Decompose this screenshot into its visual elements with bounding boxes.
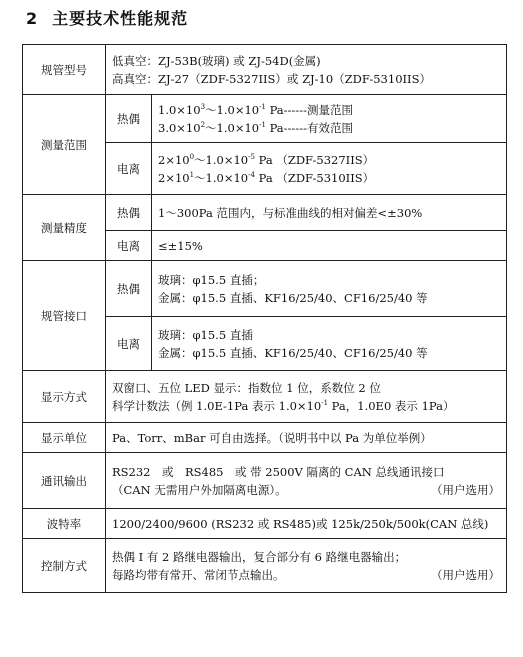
comm-line-2: （CAN 无需用户外加隔离电源）。 （用户选用） [112,482,500,497]
value-model [106,45,507,95]
label-baud: 波特率 [23,509,106,539]
sublabel-accuracy-thermocouple: 热偶 [106,195,152,231]
value-display-unit: Pa、Torr、mBar 可自由选择。（说明书中以 Pa 为单位举例） [106,423,507,453]
row-range-thermocouple [23,95,507,143]
sublabel-range-thermocouple: 热偶 [106,95,152,143]
row-comm [23,453,507,509]
display-mode-line-2: 科学计数法（例 1.0E-1Pa 表示 $1.0\times 10^{-1}$ Pa，1.0E0 表示 1Pa） [112,398,455,413]
interface-thermo-glass: 玻璃：φ15.5 直插； [158,272,265,287]
control-line-1: 热偶 I 有 2 路继电器输出，复合部分有 6 路继电器输出； [112,549,407,564]
row-model [23,45,507,95]
control-optional-note: （用户选用） [431,567,500,582]
display-mode-line-1: 双窗口、五位 LED 显示：指数位 1 位，系数位 2 位 [112,380,381,395]
model-line-high: 高真空：ZJ-27（ZDF-5327IIS）或 ZJ-10（ZDF-5310IIS） [112,71,431,86]
label-display-unit: 显示单位 [23,423,106,453]
label-control: 控制方式 [23,539,106,593]
comm-optional-note: （用户选用） [431,482,500,497]
interface-ion-glass: 玻璃：φ15.5 直插 [158,327,253,342]
value-accuracy-thermocouple: 1～300Pa 范围内，与标准曲线的相对偏差<±30% [152,195,507,231]
range-thermo-line-1: $1.0\times 10^3\sim 1.0\times 10^{-1}$ Pa------测量范围 [158,102,353,117]
row-baud [23,509,507,539]
label-interface: 规管接口 [23,261,106,371]
range-ion-line-1: $2\times 10^0\sim 1.0\times 10^{-5}$ Pa （ZDF-5327IIS） [158,152,375,167]
value-range-ionization [152,143,507,195]
value-display-mode [106,371,507,423]
range-thermo-line-2: $3.0\times 10^2\sim 1.0\times 10^{-1}$ Pa------有效范围 [158,120,353,135]
sublabel-interface-thermocouple: 热偶 [106,261,152,317]
row-interface-thermocouple [23,261,507,317]
row-control [23,539,507,593]
row-display-mode [23,371,507,423]
value-baud: 1200/2400/9600 (RS232 或 RS485)或 125k/250k/500k(CAN 总线) [106,509,507,539]
section-number: 2 [26,9,39,28]
value-interface-ionization [152,317,507,371]
section-title: 主要技术性能规范 [52,9,189,28]
label-range: 测量范围 [23,95,106,195]
value-comm [106,453,507,509]
range-ion-line-2: $2\times 10^1\sim 1.0\times 10^{-4}$ Pa （ZDF-5310IIS） [158,170,375,185]
section-heading [26,6,188,29]
label-accuracy: 测量精度 [23,195,106,261]
label-display-mode: 显示方式 [23,371,106,423]
control-line-2: 每路均带有常开、常闭节点输出。 （用户选用） [112,567,500,582]
value-control [106,539,507,593]
comm-line-1: RS232 或 RS485 或 带 2500V 隔离的 CAN 总线通讯接口 [112,464,445,479]
row-accuracy-thermocouple [23,195,507,231]
sublabel-interface-ionization: 电离 [106,317,152,371]
interface-thermo-metal: 金属：φ15.5 直插、KF16/25/40、CF16/25/40 等 [158,290,428,305]
interface-ion-metal: 金属：φ15.5 直插、KF16/25/40、CF16/25/40 等 [158,345,428,360]
row-display-unit [23,423,507,453]
sublabel-range-ionization: 电离 [106,143,152,195]
value-range-thermocouple [152,95,507,143]
value-accuracy-ionization: ≤±15% [152,231,507,261]
label-model: 规管型号 [23,45,106,95]
label-comm: 通讯输出 [23,453,106,509]
spec-table [22,44,507,593]
model-line-low: 低真空：ZJ-53B(玻璃) 或 ZJ-54D(金属) [112,53,321,68]
sublabel-accuracy-ionization: 电离 [106,231,152,261]
value-interface-thermocouple [152,261,507,317]
